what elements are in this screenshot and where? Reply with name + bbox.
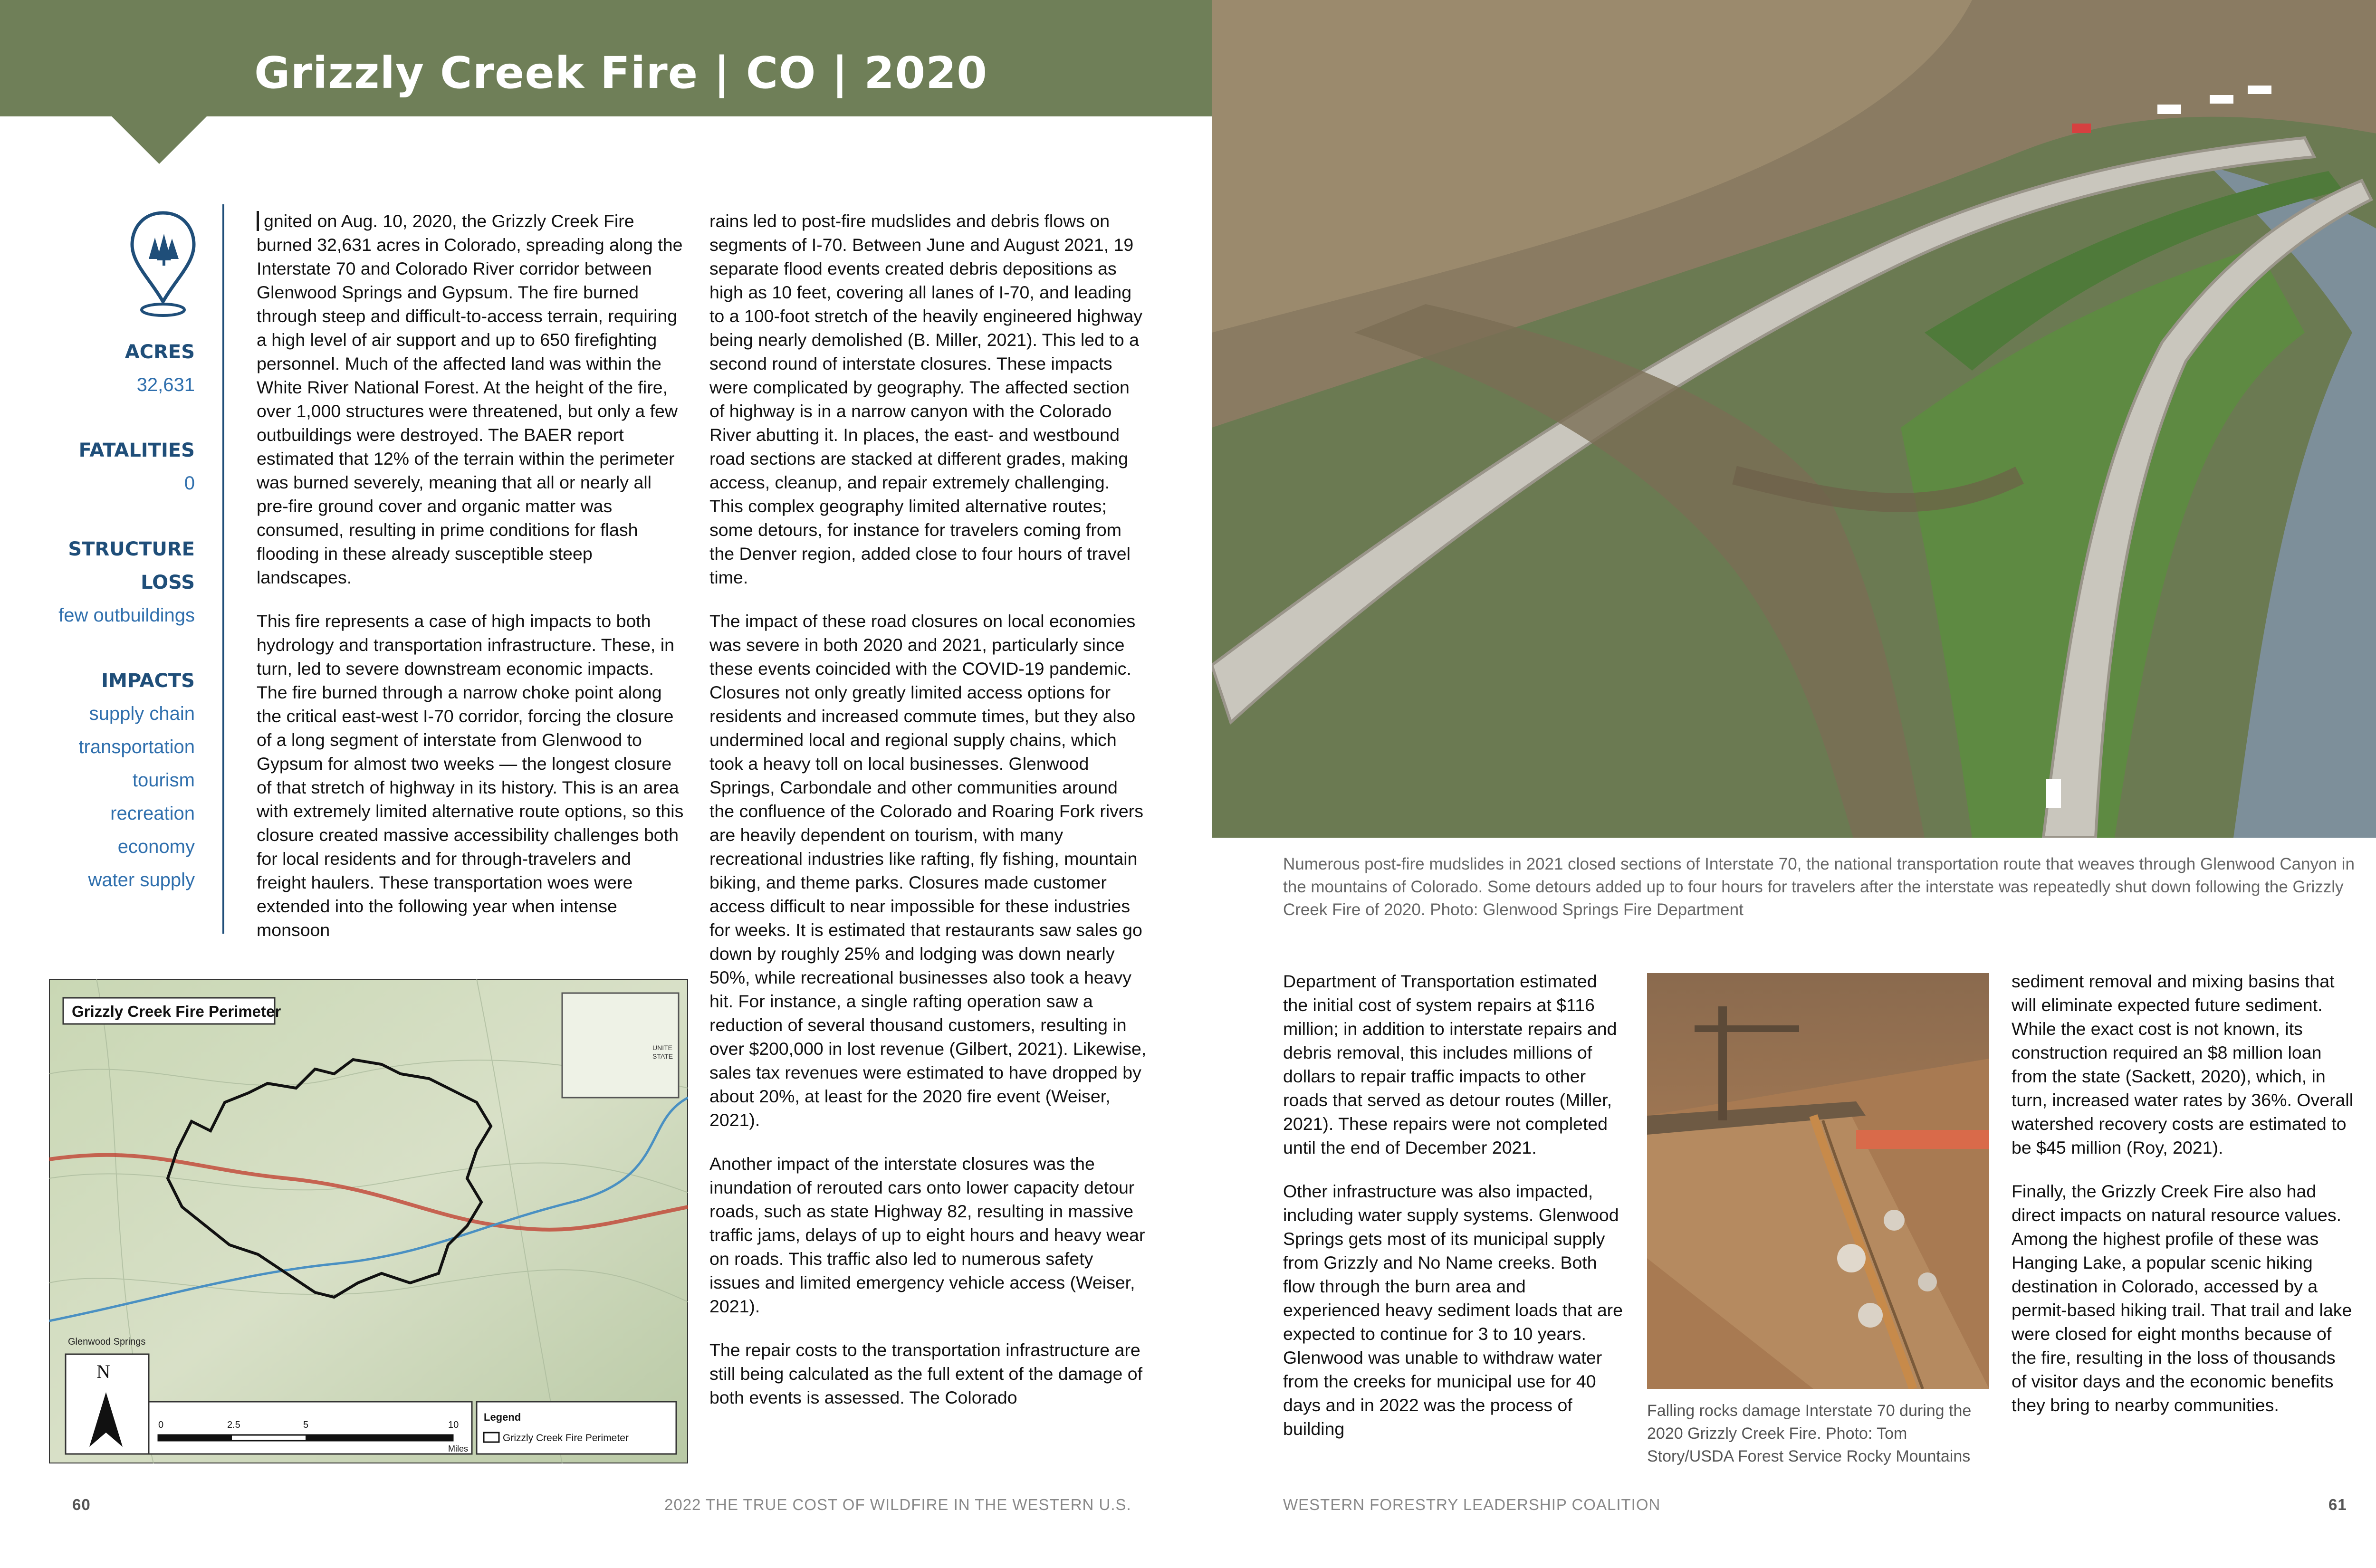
- body-paragraph: The repair costs to the transportation infrastructure are still being calculated as the full extent of the damage of both events is assessed. The Colorado: [709, 1340, 1142, 1407]
- stat-structure-label: STRUCTURE: [68, 538, 195, 560]
- stat-acres-label: ACRES: [125, 341, 195, 363]
- impact-item: recreation: [110, 803, 195, 824]
- stat-acres-value: 32,631: [136, 374, 195, 395]
- small-photo-falling-rocks: [1647, 973, 1989, 1389]
- impacts-label: IMPACTS: [101, 670, 195, 692]
- body-column-4: [2012, 969, 2354, 1437]
- body-paragraph: Finally, the Grizzly Creek Fire also had direct impacts on natural resource values. Among the highest profile of these was Hanging Lake, a popular scenic hiking destination in Colorado, accessed by a permit-based hiking trail. That trail and lake were closed for eight months because of the fire, resulting in the loss of thousands of visitor days and the economic benefits they bring to nearby communities.: [2012, 1181, 2352, 1415]
- stat-fatalities-label: FATALITIES: [78, 440, 195, 461]
- small-photo-caption: Falling rocks damage Interstate 70 during the 2020 Grizzly Creek Fire. Photo: Tom Story/USDA Forest Service Rocky Mountains: [1647, 1402, 1972, 1465]
- legend-item: Grizzly Creek Fire Perimeter: [503, 1433, 629, 1444]
- header-arrow: [112, 116, 207, 164]
- body-paragraph: sediment removal and mixing basins that will eliminate expected future sediment. While the exact cost is not known, its construction required an $8 million loan from the state (Sackett, 2020), which, in turn, increased water rates by 36%. Overall watershed recovery costs are estimated to be $45 million (Roy, 2021).: [2012, 971, 2354, 1157]
- scale-bar-segment: [158, 1435, 232, 1441]
- town-label: Glenwood Springs: [68, 1337, 146, 1347]
- inset-label: UNITE: [652, 1044, 672, 1052]
- sidebar-rule: [222, 204, 224, 934]
- legend-title: Legend: [484, 1411, 521, 1423]
- drop-cap-bar: [257, 211, 264, 231]
- map-title: Grizzly Creek Fire Perimeter: [72, 1003, 281, 1020]
- main-photo-caption: Numerous post-fire mudslides in 2021 closed sections of Interstate 70, the national transportation route that weaves through Glenwood Canyon in the mountains of Colorado. Some detours added up to four hours for travelers after the interstate was repeatedly shut down following the Grizzly Creek Fire of 2020. Photo: Glenwood Springs Fire Department: [1283, 855, 2355, 919]
- left-footer-title: 2022 THE TRUE COST OF WILDFIRE IN THE WESTERN U.S.: [664, 1496, 1131, 1513]
- impact-item: tourism: [132, 770, 195, 791]
- inset-label: STATE: [652, 1052, 673, 1060]
- impact-item: supply chain: [89, 703, 195, 724]
- scale-tick: 2.5: [227, 1420, 240, 1430]
- scale-tick: 10: [448, 1420, 459, 1430]
- scale-tick: 0: [158, 1420, 164, 1430]
- body-paragraph: This fire represents a case of high impacts to both hydrology and transportation infrastructure. These, in turn, led to severe downstream economic impacts. The fire burned through a narrow choke point along the critical east-west I-70 corridor, forcing the closure of a long segment of interstate from Glenwood to Gypsum for almost two weeks — the longest closure of that stretch of highway in its history. This is an area with extremely limited alternative route options, so this closure created massive accessibility challenges both for local residents and for through-travelers and freight haulers. These transportation woes were extended into the following year when intense monsoon: [257, 611, 684, 940]
- body-column-1: [257, 209, 684, 962]
- scale-unit: Miles: [448, 1444, 469, 1453]
- body-column-3: [1283, 969, 1625, 1461]
- fire-perimeter-map: [49, 979, 688, 1463]
- impact-item: transportation: [78, 736, 195, 757]
- body-column-2: [709, 209, 1147, 1429]
- stat-fatalities-value: 0: [184, 473, 195, 494]
- scale-bar-box: [149, 1402, 472, 1454]
- scale-tick: 5: [303, 1420, 309, 1430]
- north-label: N: [96, 1361, 110, 1382]
- impact-item: economy: [117, 836, 195, 857]
- map-pin-trees-icon: [127, 209, 199, 318]
- main-photo-mudslide-highway: [1212, 0, 2376, 838]
- stat-loss-value: few outbuildings: [58, 605, 195, 626]
- body-paragraph: rains led to post-fire mudslides and debris flows on segments of I-70. Between June and August 2021, 19 separate flood events created debris depositions as high as 10 feet, covering all lanes of I-70, and leading to a 100-foot stretch of the heavily engineered highway being nearly demolished (B. Miller, 2021). This led to a second round of interstate closures. These impacts were complicated by geography. The affected section of highway is in a narrow canyon with the Colorado River abutting it. In places, the east- and westbound road sections are stacked at different grades, making access, cleanup, and repair extremely challenging. This complex geography limited alternative routes; some detours, for instance for travelers coming from the Denver region, added close to four hours of travel time.: [709, 211, 1143, 587]
- body-paragraph: The impact of these road closures on local economies was severe in both 2020 and 2021, particularly since these events coincided with the COVID-19 pandemic. Closures not only greatly limited access options for residents and increased commute times, but they also undermined local and regional supply chains, which took a heavy toll on local businesses. Glenwood Springs, Carbondale and other communities around the confluence of the Colorado and Roaring Fork rivers are heavily dependent on tourism, with many recreational industries like rafting, fly fishing, mountain biking, and theme parks. Closures made customer access difficult to near impossible for these industries for weeks. It is estimated that restaurants saw sales go down by roughly 25% and lodging was down nearly 50%, while recreational businesses also took a heavy hit. For instance, a single rafting operation saw a reduction of several thousand customers, resulting in over $200,000 in lost revenue (Gilbert, 2021). Likewise, sales tax revenues were estimated to have dropped by about 20%, at least for the 2020 fire event (Weiser, 2021).: [709, 611, 1147, 1130]
- body-paragraph: Other infrastructure was also impacted, including water supply systems. Glenwood Springs gets most of its municipal supply from Grizzly and No Name creeks. Both flow through the burn area and experienced heavy sediment loads that are expected to continue for 3 to 10 years. Glenwood was unable to withdraw water from the creeks for municipal use for 40 days and in 2022 was the process of building: [1283, 1181, 1623, 1439]
- impact-item: water supply: [88, 870, 195, 890]
- body-text: gnited on Aug. 10, 2020, the Grizzly Creek Fire burned 32,631 acres in Colorado, spreading along the Interstate 70 and Colorado River corridor between Glenwood Springs and Gypsum. The fire burned through steep and difficult-to-access terrain, requiring a high level of air support and up to 650 firefighting personnel. Much of the affected land was within the White River National Forest. At the height of the fire, over 1,000 structures were threatened, but only a few outbuildings were destroyed. The BAER report estimated that 12% of the terrain within the perimeter was burned severely, meaning that all or nearly all pre-fire ground cover and organic matter was consumed, resulting in prime conditions for flash flooding in these already susceptible steep landscapes.: [257, 211, 683, 587]
- body-paragraph: [257, 209, 684, 589]
- left-page-number: 60: [72, 1496, 91, 1513]
- scale-bar-segment: [306, 1435, 453, 1441]
- legend-box: [477, 1402, 676, 1454]
- stat-loss-label: LOSS: [141, 572, 195, 593]
- page-title: Grizzly Creek Fire | CO | 2020: [254, 48, 988, 98]
- right-footer-title: WESTERN FORESTRY LEADERSHIP COALITION: [1283, 1496, 1661, 1513]
- body-paragraph: Another impact of the interstate closures was the inundation of rerouted cars onto lower capacity detour roads, such as state Highway 82, resulting in massive traffic jams, delays of up to eight hours and heavy wear on roads. This traffic also led to numerous safety issues and limited emergency vehicle access (Weiser, 2021).: [709, 1154, 1145, 1316]
- right-page-number: 61: [2328, 1496, 2347, 1513]
- body-paragraph: Department of Transportation estimated the initial cost of system repairs at $116 million; in addition to interstate repairs and debris removal, this includes millions of dollars to repair traffic impacts to other roads that served as detour routes (Miller, 2021). These repairs were not completed until the end of December 2021.: [1283, 971, 1617, 1157]
